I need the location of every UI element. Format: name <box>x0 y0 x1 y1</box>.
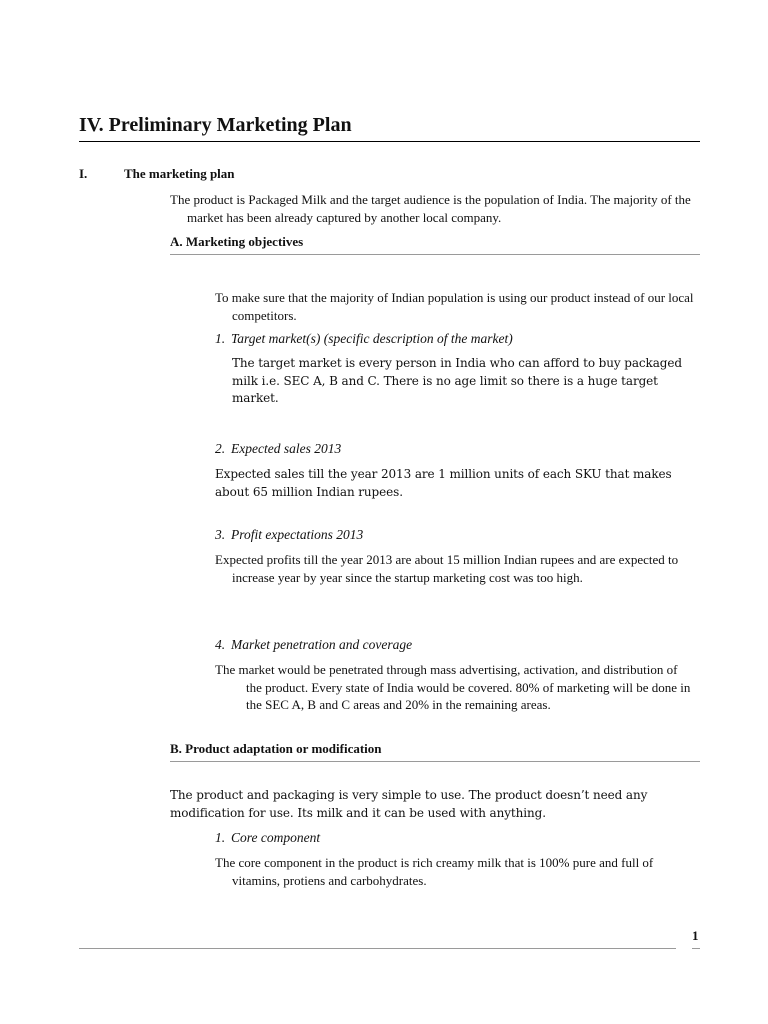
item-number: 2. <box>215 441 226 456</box>
item-title: Target market(s) (specific description of the market) <box>231 331 513 346</box>
page-number: 1 <box>692 928 699 943</box>
item-number: 3. <box>215 527 226 542</box>
item-heading-core-component <box>215 829 320 847</box>
core-component-text: The core component in the product is rich creamy milk that is 100% pure and full of vitamins, protiens and carbohydrates. <box>215 855 654 888</box>
subsection-divider <box>170 761 700 762</box>
item-heading-target-market <box>215 330 513 348</box>
item-heading-market-penetration <box>215 636 412 654</box>
page-number-underline <box>692 948 700 949</box>
item-heading-profit-expectations <box>215 526 363 544</box>
item-heading-expected-sales <box>215 440 341 458</box>
section-title: The marketing plan <box>124 166 235 181</box>
footer-divider <box>79 948 676 949</box>
item-number: 1. <box>215 830 226 845</box>
subsection-heading-product-adaptation: B. Product adaptation or modification <box>170 741 382 756</box>
item-title: Market penetration and coverage <box>231 637 413 652</box>
product-adaptation-text: The product and packaging is very simple to use. The product doesn’t need any modification for use. Its milk and it can be used with anything. <box>170 788 648 820</box>
market-penetration-text: The market would be penetrated through mass advertising, activation, and distribution of the product. Every state of India would be covered. 80% of marketing will be done in the SEC A, B and C areas and 20% in the remaining areas. <box>215 662 691 712</box>
subsection-divider <box>170 254 700 255</box>
section-number: I. <box>79 166 88 181</box>
profit-expectations-text: Expected profits till the year 2013 are about 15 million Indian rupees and are expected to increase year by year since the startup marketing cost was too high. <box>215 552 679 585</box>
subsection-heading-marketing-objectives: A. Marketing objectives <box>170 234 304 249</box>
page-title: IV. Preliminary Marketing Plan <box>79 114 352 136</box>
item-title: Expected sales 2013 <box>231 441 342 456</box>
title-divider <box>79 141 700 142</box>
item-number: 4. <box>215 637 226 652</box>
expected-sales-text: Expected sales till the year 2013 are 1 million units of each SKU that makes about 65 million Indian rupees. <box>215 467 672 499</box>
item-title: Profit expectations 2013 <box>231 527 364 542</box>
item-title: Core component <box>231 830 321 845</box>
section-intro: The product is Packaged Milk and the target audience is the population of India. The majority of the market has been already captured by another local company. <box>170 192 691 225</box>
target-market-text: The target market is every person in India who can afford to buy packaged milk i.e. SEC A, B and C. There is no age limit so there is a huge target market. <box>232 356 682 405</box>
item-number: 1. <box>215 331 226 346</box>
marketing-objectives-text: To make sure that the majority of Indian population is using our product instead of our local competitors. <box>215 290 694 323</box>
